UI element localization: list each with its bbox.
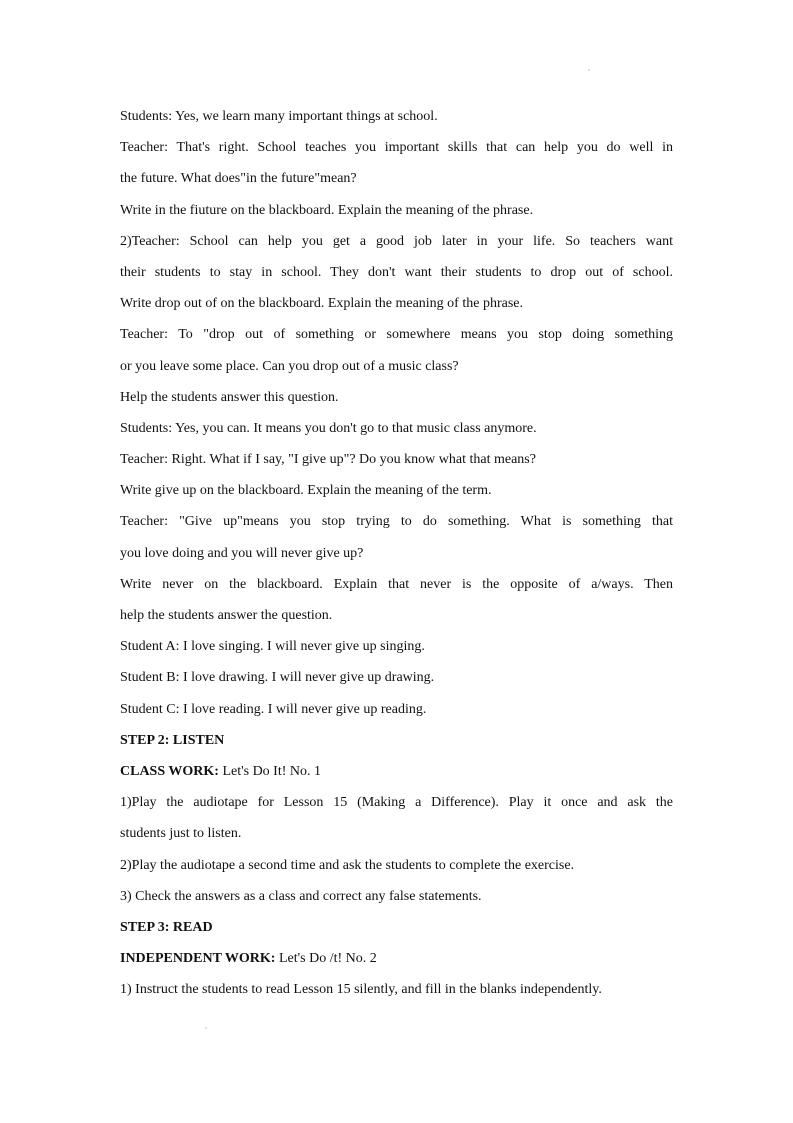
- dialogue-line: 2)Teacher: School can help you get a good job later in your life. So teachers want: [120, 233, 673, 249]
- dialogue-line: or you leave some place. Can you drop out of a music class?: [120, 358, 459, 374]
- student-answer-line: Student A: I love singing. I will never give up singing.: [120, 639, 425, 655]
- dialogue-line: Teacher: Right. What if I say, "I give up"? Do you know what that means?: [120, 452, 536, 468]
- dialogue-line: Students: Yes, we learn many important things at school.: [120, 109, 438, 124]
- independent-work-line: [120, 943, 673, 974]
- instruction-line: help the students answer the question.: [120, 608, 333, 623]
- step2-item: students just to listen.: [120, 826, 242, 842]
- classwork-line: [120, 756, 673, 787]
- step2-item: 1)Play the audiotape for Lesson 15 (Making a Difference). Play it once and ask the: [120, 795, 673, 811]
- dialogue-line: Teacher: That's right. School teaches you important skills that can help you do well in: [120, 140, 673, 156]
- student-answer-line: Student C: I love reading. I will never give up reading.: [120, 701, 427, 717]
- step3-heading: STEP 3: READ: [120, 919, 213, 935]
- instruction-line: Help the students answer this question.: [120, 389, 339, 405]
- instruction-line: Write in the fiuture on the blackboard. Explain the meaning of the phrase.: [120, 202, 534, 218]
- step2-heading: STEP 2: LISTEN: [120, 732, 225, 748]
- document-body: [120, 101, 673, 1005]
- step3-item: 1) Instruct the students to read Lesson 15 silently, and fill in the blanks independently.: [120, 982, 602, 998]
- scan-speck: [588, 69, 590, 71]
- instruction-line: Write never on the blackboard. Explain that never is the opposite of a/ways. Then: [120, 576, 673, 592]
- step2-item: 3) Check the answers as a class and correct any false statements.: [120, 888, 482, 904]
- classwork-text: Let's Do It! No. 1: [218, 763, 321, 779]
- dialogue-line: the future. What does"in the future"mean?: [120, 171, 357, 187]
- dialogue-line: Teacher: To "drop out of something or somewhere means you stop doing something: [120, 327, 673, 343]
- scan-speck: [205, 1027, 207, 1029]
- dialogue-line: Students: Yes, you can. It means you don't go to that music class anymore.: [120, 420, 537, 436]
- independent-work-text: Let's Do /t! No. 2: [275, 951, 377, 967]
- student-answer-line: Student B: I love drawing. I will never give up drawing.: [120, 670, 435, 686]
- classwork-label: CLASS WORK:: [120, 763, 219, 779]
- dialogue-line: you love doing and you will never give up?: [120, 545, 364, 561]
- dialogue-line: their students to stay in school. They don't want their students to drop out of school.: [120, 264, 673, 280]
- dialogue-line: Teacher: "Give up"means you stop trying to do something. What is something that: [120, 514, 673, 530]
- independent-work-label: INDEPENDENT WORK:: [120, 951, 276, 967]
- instruction-line: Write drop out of on the blackboard. Explain the meaning of the phrase.: [120, 296, 523, 312]
- step2-item: 2)Play the audiotape a second time and ask the students to complete the exercise.: [120, 857, 575, 873]
- instruction-line: Write give up on the blackboard. Explain the meaning of the term.: [120, 483, 492, 499]
